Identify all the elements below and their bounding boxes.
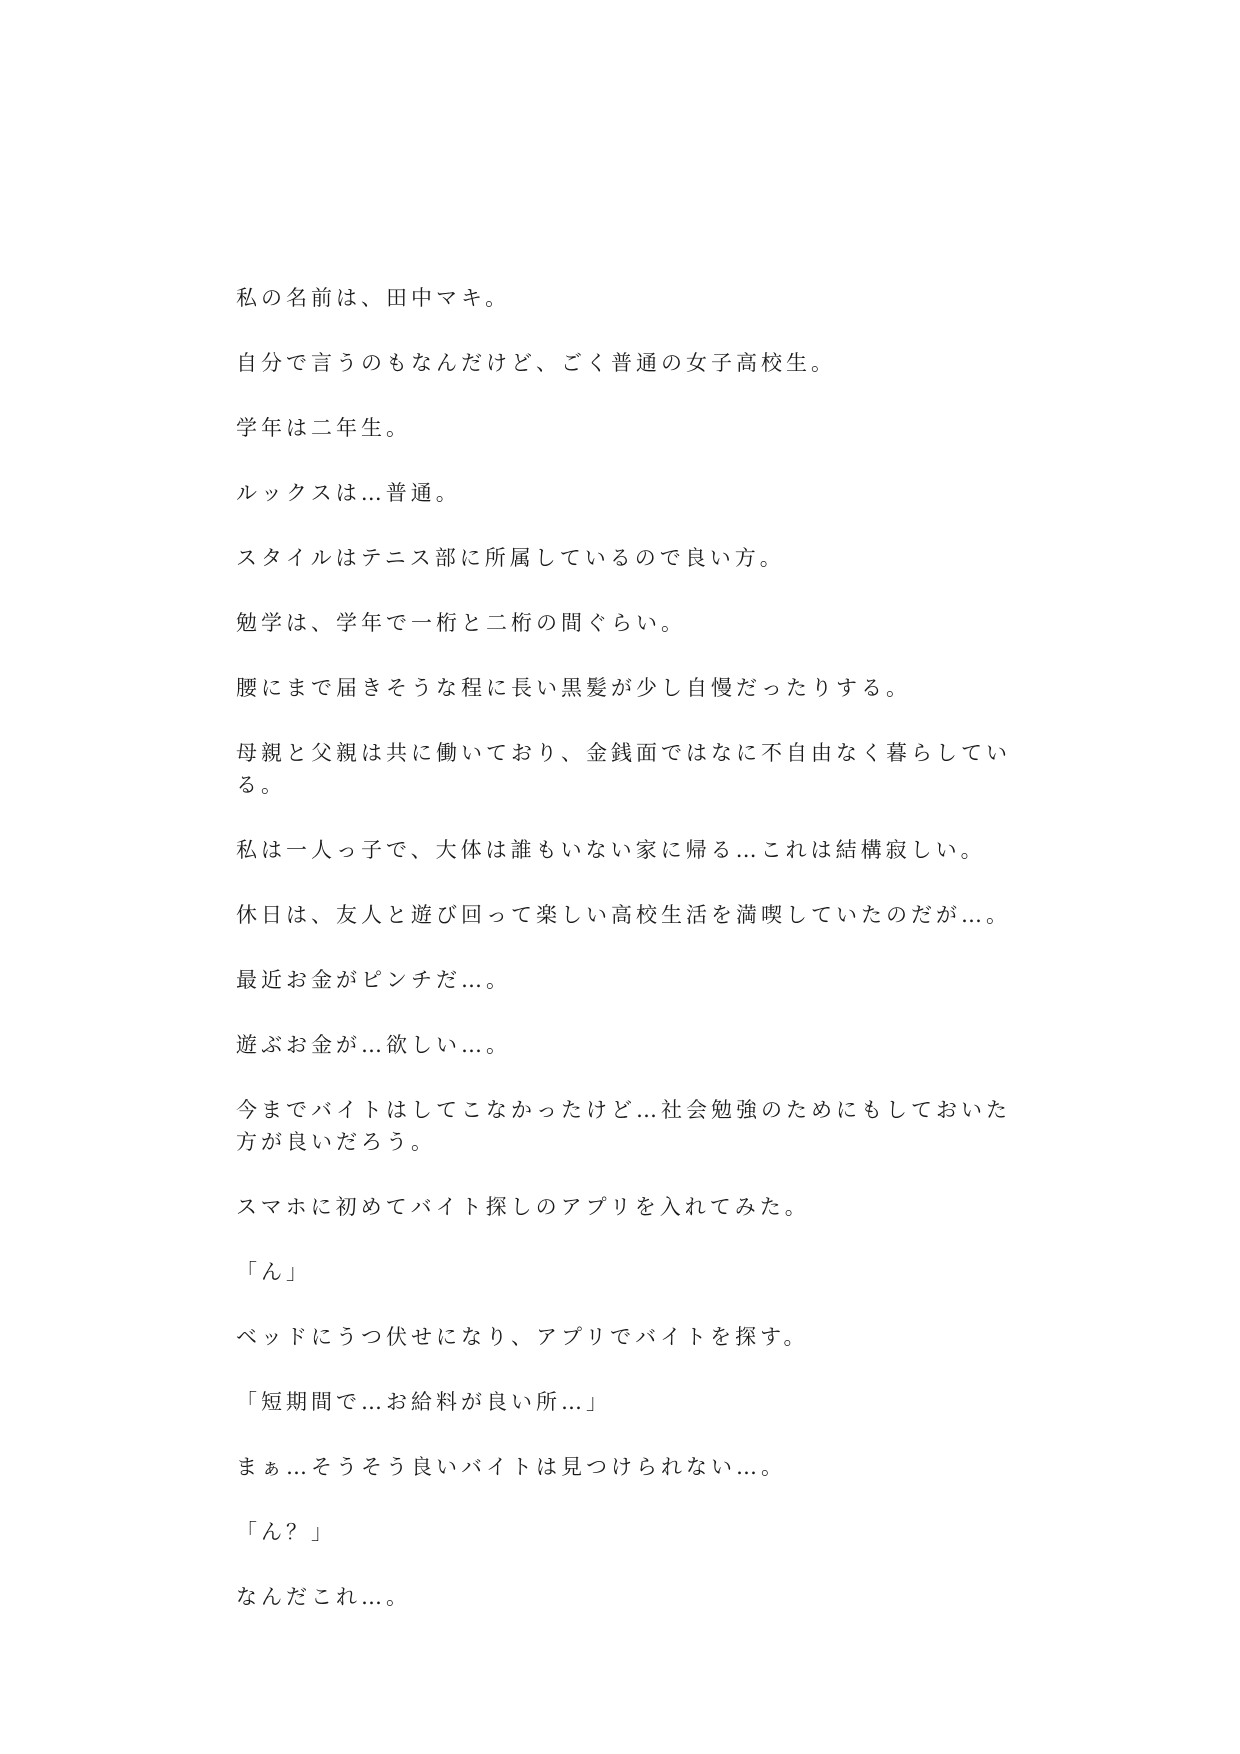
paragraph: ベッドにうつ伏せになり、アプリでバイトを探す。 <box>236 1325 809 1349</box>
paragraph: 「ん」 <box>236 1260 311 1284</box>
paragraph: 「短期間で…お給料が良い所…」 <box>236 1390 611 1414</box>
paragraph: なんだこれ…。 <box>236 1585 411 1609</box>
paragraph: 腰にまで届きそうな程に長い黒髪が少し自慢だったりする。 <box>236 676 911 700</box>
paragraph: 学年は二年生。 <box>236 416 411 440</box>
paragraph: スタイルはテニス部に所属しているので良い方。 <box>236 546 785 570</box>
paragraph: 母親と父親は共に働いており、金銭面ではなに不自由なく暮らしている。 <box>236 741 1011 797</box>
document-body <box>236 282 1016 1646</box>
paragraph: 「ん？」 <box>236 1520 336 1544</box>
paragraph: 私は一人っ子で、大体は誰もいない家に帰る…これは結構寂しい。 <box>236 838 986 862</box>
paragraph: 遊ぶお金が…欲しい…。 <box>236 1033 511 1057</box>
paragraph: ルックスは…普通。 <box>236 481 461 505</box>
paragraph: まぁ…そうそう良いバイトは見つけられない…。 <box>236 1455 786 1479</box>
paragraph: 最近お金がピンチだ…。 <box>236 968 511 992</box>
paragraph: スマホに初めてバイト探しのアプリを入れてみた。 <box>236 1195 810 1219</box>
paragraph: 自分で言うのもなんだけど、ごく普通の女子高校生。 <box>236 351 836 375</box>
paragraph: 休日は、友人と遊び回って楽しい高校生活を満喫していたのだが…。 <box>236 903 1011 927</box>
paragraph: 勉学は、学年で一桁と二桁の間ぐらい。 <box>236 611 686 635</box>
paragraph: 今までバイトはしてこなかったけど…社会勉強のためにもしておいた方が良いだろう。 <box>236 1098 1011 1154</box>
paragraph: 私の名前は、田中マキ。 <box>236 286 511 310</box>
